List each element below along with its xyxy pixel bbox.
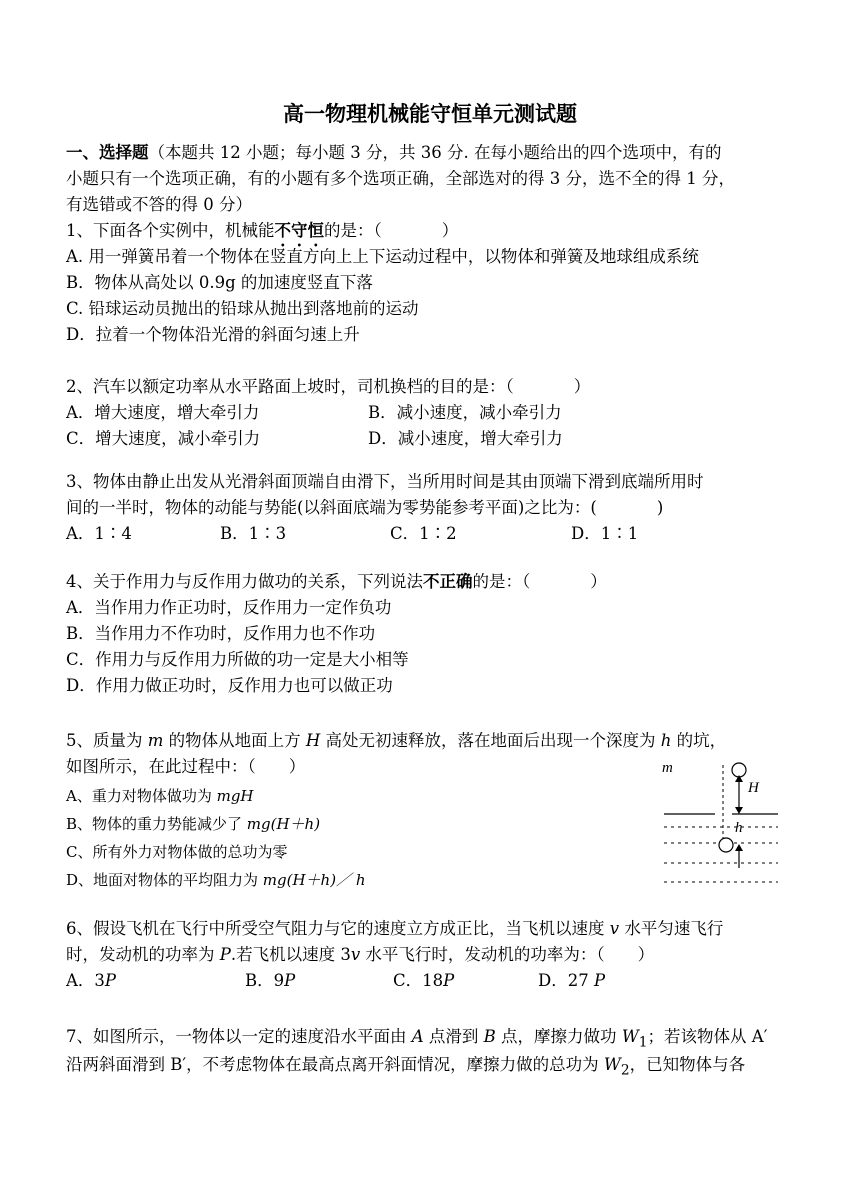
ball-bottom-icon: [719, 838, 733, 852]
q6-text-3: 时，发动机的功率为: [66, 945, 220, 964]
figure-label-h: h: [735, 820, 743, 836]
q7-var-A: A: [411, 1027, 424, 1046]
q3-stem-2: [66, 497, 663, 519]
q4-option-c: C．作用力与反作用力所做的功一定是大小相等: [66, 650, 409, 669]
q6-option-d: [538, 970, 605, 992]
q5-text-2: 的物体从地面上方: [163, 731, 306, 750]
q6-option-d-text: D．27: [538, 971, 594, 990]
q1-stem-text: 1、下面各个实例中，机械能: [66, 221, 275, 240]
q3-stem-text: 间的一半时，物体的动能与势能(以斜面底端为零势能参考平面)之比为：(: [66, 498, 597, 517]
q1-stem-emphasis: 不守恒: [274, 221, 324, 240]
q2-option-d: D．减小速度，增大牵引力: [368, 429, 563, 448]
q1-option-d: D．拉着一个物体沿光滑的斜面匀速上升: [66, 325, 360, 344]
q6-option-d-var: P: [593, 971, 606, 990]
q5-option-d-formula: mg(H＋h)／ h: [262, 871, 366, 889]
q7-text-3: 点，摩擦力做功: [495, 1027, 622, 1046]
q1-option-c: C. 铅球运动员抛出的铅球从抛出到落地前的运动: [66, 299, 419, 318]
q4-stem-text-2: 的是：（: [472, 572, 531, 591]
arrow-up-icon: [735, 844, 743, 851]
q5-option-d: [66, 869, 366, 891]
q6-option-b: [245, 970, 295, 992]
section-desc-line-1: [66, 142, 721, 164]
q5-var-h: h: [660, 731, 672, 750]
q6-var-v: v: [609, 919, 620, 938]
figure-label-H: H: [748, 780, 759, 796]
q4-option-a: A．当作用力作正功时，反作用力一定作负功: [66, 598, 392, 617]
q5-stem-2: 如图所示，在此过程中：（ ）: [66, 757, 306, 776]
q5-option-b-formula: mg(H＋h): [246, 815, 321, 833]
q2-stem-text: 2、汽车以额定功率从水平路面上坡时，司机换档的目的是：（: [66, 377, 514, 396]
section-desc-1: （本题共 12 小题；每小题 3 分，共 36 分. 在每小题给出的四个选项中，有的: [148, 143, 722, 162]
q6-text-5: 水平飞行时，发动机的功率为：（ ）: [360, 945, 655, 964]
q6-stem-2: [66, 944, 654, 966]
q7-sub-2: 2: [620, 1062, 630, 1079]
section-desc-2: 小题只有一个选项正确，有的小题有多个选项正确，全部选对的得 3 分，选不全的得 1 分，: [66, 169, 735, 188]
q5-option-c: C、所有外力对物体做的总功为零: [66, 843, 288, 861]
q7-text-5: 沿两斜面滑到 B′，不考虑物体在最高点离开斜面情况，摩擦力做的总功为: [66, 1055, 604, 1074]
q7-stem-2: [66, 1054, 745, 1081]
q2-options-row-2: [66, 428, 766, 450]
q6-option-a-text: A．3: [66, 971, 105, 990]
q2-stem-close: ）: [573, 377, 591, 396]
section-heading: 一、选择题: [66, 143, 149, 162]
q5-text-1: 5、质量为: [66, 731, 148, 750]
figure-label-m: m: [662, 760, 673, 776]
q5-var-m: m: [147, 731, 164, 750]
q6-option-c: [393, 970, 454, 992]
q6-option-b-var: P: [284, 971, 296, 990]
q2-options-row-1: [66, 402, 766, 424]
q7-var-B: B: [483, 1027, 496, 1046]
q2-option-c: C．增大速度，减小牵引力: [66, 429, 261, 448]
q6-option-a: [66, 971, 116, 990]
q6-text-2: 水平匀速飞行: [619, 919, 724, 938]
q5-var-H: H: [305, 731, 321, 750]
q5-option-b-text: B、物体的重力势能减少了: [66, 815, 247, 833]
q6-text-4: .若飞机以速度 3: [230, 945, 351, 964]
q6-option-a-var: P: [104, 971, 117, 990]
q4-stem: [66, 571, 607, 593]
q5-option-a-formula: mgH: [216, 787, 254, 805]
q7-text-4: ；若该物体从 A′: [647, 1027, 768, 1046]
q4-stem-close: ）: [590, 572, 607, 591]
arrow-down-icon: [735, 807, 743, 814]
q5-figure: [660, 755, 785, 890]
q2-stem: [66, 376, 590, 398]
q7-stem-1: [66, 1026, 767, 1053]
q7-text-6: ，已知物体与各: [629, 1055, 746, 1074]
q3-option-c: C．1∶2: [390, 524, 457, 543]
q1-option-a: A. 用一弹簧吊着一个物体在竖直方向上上下运动过程中，以物体和弹簧及地球组成系统: [66, 247, 699, 266]
q1-option-b: B．物体从高处以 0.9g 的加速度竖直下落: [66, 273, 373, 292]
section-desc-3: 有选错或不答的得 0 分）: [66, 195, 252, 214]
q4-option-b: B．当作用力不作功时，反作用力也不作功: [66, 624, 376, 643]
q3-option-a: A．1∶4: [66, 524, 132, 543]
q5-option-d-text: D、地面对物体的平均阻力为: [66, 871, 263, 889]
q1-stem-text-2: 的是：（: [324, 221, 382, 240]
q7-text-1: 7、如图所示，一物体以一定的速度沿水平面由: [66, 1027, 412, 1046]
q4-stem-text: 4、关于作用力与反作用力做功的关系，下列说法: [66, 572, 423, 591]
ball-top-icon: [732, 763, 746, 777]
page-title: 高一物理机械能守恒单元测试题: [283, 101, 577, 126]
q5-stem-1: [66, 730, 726, 752]
q3-stem-1: 3、物体由静止出发从光滑斜面顶端自由滑下，当所用时间是其由顶端下滑到底端所用时: [66, 472, 704, 491]
q5-text-4: 的坑，: [671, 731, 727, 750]
q1-stem-close: ）: [441, 221, 459, 240]
q5-option-b: [66, 813, 320, 835]
q7-sub-1: 1: [638, 1034, 648, 1051]
q7-text-2: 点滑到: [423, 1027, 484, 1046]
q6-text-1: 6、假设飞机在飞行中所受空气阻力与它的速度立方成正比，当飞机以速度: [66, 919, 610, 938]
q6-option-c-text: C．18: [393, 971, 444, 990]
q6-option-c-var: P: [443, 971, 455, 990]
q3-option-d: D．1∶1: [571, 524, 639, 543]
q5-option-a: [66, 785, 254, 807]
q6-option-b-text: B．9: [245, 971, 285, 990]
q3-options: [66, 523, 766, 545]
q2-option-b: B．减小速度，减小牵引力: [368, 403, 562, 422]
q4-stem-emphasis: 不正确: [423, 572, 473, 591]
q5-option-a-text: A、重力对物体做功为: [66, 787, 217, 805]
q3-stem-close: ): [656, 498, 664, 517]
q4-option-d: D．作用力做正功时，反作用力也可以做正功: [66, 676, 393, 695]
q5-text-3: 高处无初速释放，落在地面后出现一个深度为: [320, 731, 661, 750]
q6-options: [66, 970, 766, 992]
q6-var-v: v: [350, 945, 361, 964]
q7-var-W: W: [603, 1055, 621, 1074]
q6-stem-1: [66, 918, 723, 940]
q7-var-W: W: [621, 1027, 639, 1046]
q3-option-b: B．1∶3: [220, 524, 287, 543]
q2-option-a: A．增大速度，增大牵引力: [66, 403, 260, 422]
q6-var-P: P: [219, 945, 231, 964]
